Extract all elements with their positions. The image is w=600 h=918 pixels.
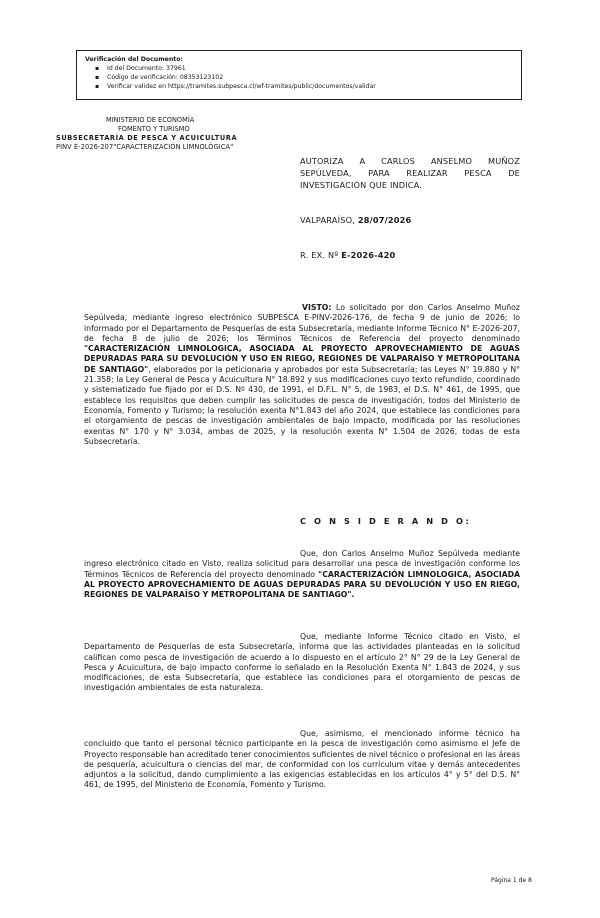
document-id: ▪ Id del Documento: 37961	[107, 64, 513, 73]
c1-project: "CARACTERIZACIÓN LIMNOLOGICA, ASOCIADA AL PROYECTO APROVECHAMIENTO DE AGUAS DEPURADAS PARA SU DEVOLUCIÓN Y USO EN RIEGO, REGIONES DE VALPARAÍSO Y METROPOLITANA DE SANTIAGO".	[84, 569, 521, 600]
considerando-heading: C O N S I D E R A N D O:	[300, 516, 472, 526]
resolution-summary: AUTORIZA A CARLOS ANSELMO MUÑOZ SEPÚLVEDA, PARA REALIZAR PESCA DE INVESTIGACIÓN QUE INDICA.	[300, 156, 520, 190]
verification-box	[76, 50, 522, 100]
resolution-number	[300, 250, 395, 260]
verification-list	[85, 64, 513, 91]
visto-text-1: Lo solicitado por don Carlos Anselmo Muñoz Sepúlveda, mediante ingreso electrónico SUBPESCA E-PINV-2026-176, de fecha 9 de junio de 2026; lo informado por el Departamento de Pesquerías de esta Subsecretaría, mediante Informe Técnico N° E-2026-207, de fecha 8 de julio de 2026; los Términos Técnicos de Referencia del proyecto denominado	[84, 303, 520, 343]
considerando-paragraph-1	[84, 549, 520, 600]
verification-title: Verificación del Documento:	[85, 56, 183, 63]
resolution-prefix: R. EX. Nº	[300, 250, 342, 260]
ministry-name: MINISTERIO DE ECONOMÍA	[106, 116, 195, 124]
c3-text: Que, asimismo, el mencionado informe técnico ha concluido que tanto el personal técnico participante en la pesca de investigación como asimismo el Jefe de Proyecto responsable han acreditado tener conocimientos suficientes de nivel técnico o profesional en las áreas de pesquería, acuicultura o ciencias del mar, de conformidad con los currículum vitae y demás antecedentes adjuntos a la solicitud, dando cumplimiento a las exigencias establecidas en los artículos 4° y 5° del D.S. N° 461, de 1995, del Ministerio de Economía, Fomento y Turismo.	[84, 729, 520, 790]
considerando-paragraph-3	[84, 729, 520, 791]
resolution-id: E-2026-420	[341, 250, 396, 260]
place: VALPARAÍSO,	[300, 215, 358, 225]
place-date	[300, 215, 411, 225]
considerando-paragraph-2	[84, 632, 520, 694]
date-value: 28/07/2026	[357, 215, 412, 225]
ministry-header	[56, 116, 237, 152]
visto-project: "CARACTERIZACIÓN LIMNOLOGICA, ASOCIADA AL PROYECTO APROVECHAMIENTO DE AGUAS DEPURADAS PARA SU DEVOLUCIÓN Y USO EN RIEGO, REGIONES DE VALPARAÍSO Y METROPOLITANA DE SANTIAGO"	[84, 344, 520, 374]
visto-text-2: , elaborados por la peticionaria y aprobados por esta Subsecretaría; las Leyes N° 19.880 y N° 21.358; la Ley General de Pesca y Acuicultura N° 18.892 y sus modificaciones cuyo texto refundido, coordinado y sistematizado fue fijado por el D.S. Nº 430, de 1991, el D.F.L. N° 5, de 1983, el D.S. N° 461, de 1995, que establece los requisitos que deben cumplir las solicitudes de pesca de investigación, todos del Ministerio de Economía, Fomento y Turismo; la resolución exenta N°1.843 del año 2024, que establece las condiciones para el otorgamiento de pescas de investigación ambientales de bajo impacto, modificada por las resoluciones exentas N° 170 y N° 3.034, ambas de 2025, y la resolución exenta N° 1.504 de 2026, todas de esta Subsecretaría.	[84, 364, 520, 446]
c2-text: Que, mediante Informe Técnico citado en Visto, el Departamento de Pesquerías de esta Subsecretaría, informa que las actividades planteadas en la solicitud califican como pesca de investigación de acuerdo a lo dispuesto en el artículo 2° N° 29 de la Ley General de Pesca y Acuicultura, de bajo impacto conforme lo señalado en la Resolución Exenta N° 1.843 de 2024, y sus modificaciones, de esta Subsecretaría, que establece las condiciones para el otorgamiento de pescas de investigación ambientales de esta naturaleza.	[84, 632, 520, 693]
visto-paragraph	[84, 303, 520, 447]
verification-link[interactable]: ▪ Verificar validez en https://tramites.subpesca.cl/wf-tramites/public/documentos/validar	[107, 82, 513, 91]
ministry-subname: FOMENTO Y TURISMO	[118, 125, 190, 133]
page-number: Página 1 de 8	[491, 877, 532, 884]
subsecretaria-name: SUBSECRETARÍA DE PESCA Y ACUICULTURA	[56, 134, 238, 142]
verification-code: ▪ Código de verificación: 08353123102	[107, 73, 513, 82]
visto-label: VISTO:	[302, 303, 332, 312]
c1-text: Que, don Carlos Anselmo Muñoz Sepúlveda mediante ingreso electrónico citado en Visto, realiza solicitud para desarrollar una pesca de investigación conforme los Términos Técnicos de Referencia del proyecto denominado	[84, 549, 520, 579]
file-reference: PINV E-2026-207"CARACTERIZACIÓN LIMNOLÓGICA"	[56, 143, 234, 151]
